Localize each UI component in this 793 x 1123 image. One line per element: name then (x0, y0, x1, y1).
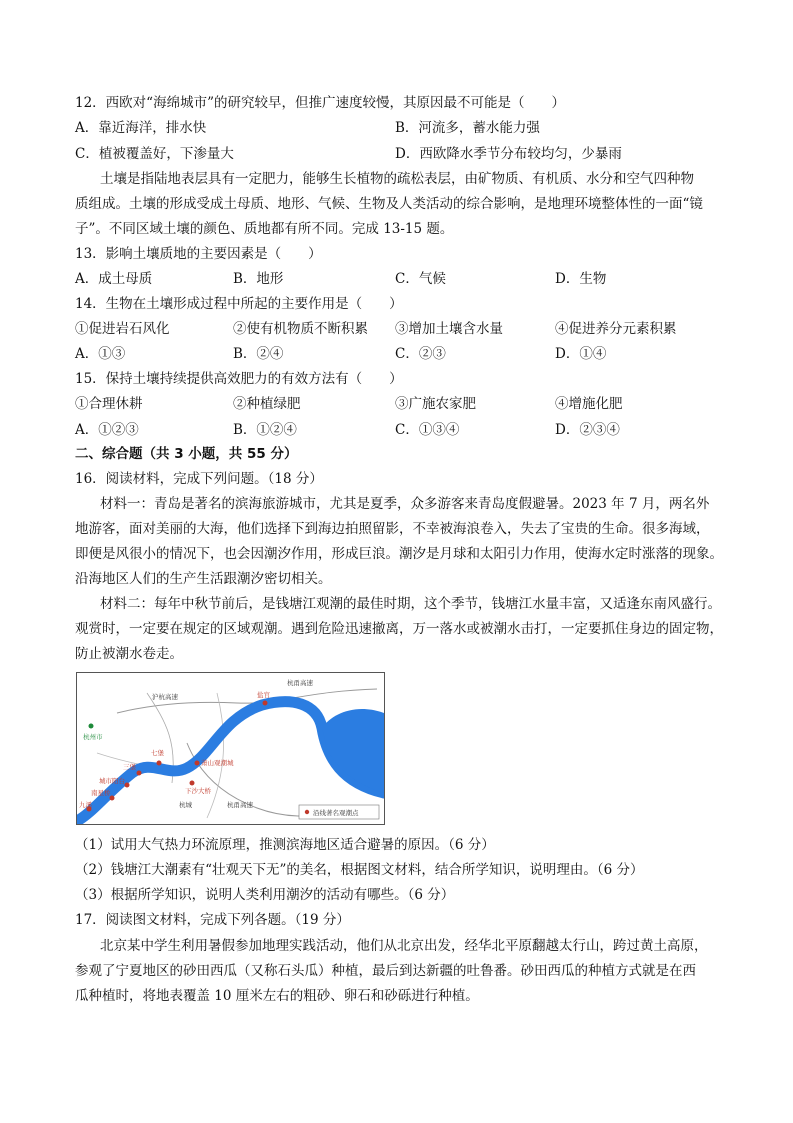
qiantang-river-map (76, 672, 385, 825)
q15-item-2: ②种植绿肥 (233, 396, 301, 412)
map-label-chengshiyangtai: 城市阳台 (99, 777, 125, 785)
q14-option-b: B．②④ (233, 346, 284, 362)
q17-stem: 17．阅读图文材料，完成下列各题。（19 分） (75, 912, 350, 928)
map-label-huhang-highway: 沪杭高速 (152, 693, 178, 701)
q14-option-a: A．①③ (75, 346, 126, 362)
q12-option-c: C．植被覆盖好，下渗量大 (75, 146, 234, 162)
soil-passage-line-1: 土壤是指陆地表层具有一定肥力，能够生长植物的疏松表层，由矿物质、有机质、水分和空气四种物 (100, 171, 694, 187)
q15-item-1: ①合理休耕 (75, 396, 143, 412)
map-label-nanxingqiao: 南星桥 (91, 789, 111, 797)
q14-item-1: ①促进岩石风化 (75, 321, 170, 337)
q16-material1-line-3: 即便是风很小的情况下，也会因潮汐作用，形成巨浪。潮汐是月球和太阳引力作用，使海水定时涨落的现象。 (75, 546, 723, 562)
q17-line-1: 北京某中学生利用暑假参加地理实践活动，他们从北京出发，经华北平原翻越太行山，跨过黄土高原， (100, 938, 708, 954)
q15-stem: 15．保持土壤持续提供高效肥力的有效方法有（ ） (75, 371, 403, 387)
map-label-hangyong-highway-bottom: 杭甬高速 (227, 801, 253, 809)
map-label-hangyong-highway-top: 杭甬高速 (287, 679, 313, 687)
q12-option-d: D．西欧降水季节分布较均匀，少暴雨 (395, 146, 622, 162)
q16-material1-line-4: 沿海地区人们的生产生活跟潮汐密切相关。 (75, 571, 332, 587)
q15-item-3: ③广施农家肥 (395, 396, 476, 412)
q14-item-3: ③增加土壤含水量 (395, 321, 503, 337)
q12-option-b: B．河流多，蓄水能力强 (395, 120, 540, 136)
hangzhou-marker (89, 724, 94, 729)
qibao-marker (157, 761, 162, 766)
q13-option-c: C．气候 (395, 271, 446, 287)
q13-option-b: B．地形 (233, 271, 284, 287)
q16-material2-line-1: 材料二：每年中秋节前后，是钱塘江观潮的最佳时期，这个季节，钱塘江水量丰富，又适逢东南风盛行。 (100, 596, 721, 612)
map-legend-text: 沿线著名观潮点 (313, 809, 359, 817)
q16-stem: 16．阅读材料，完成下列问题。（18 分） (75, 471, 323, 487)
sanbao-marker (137, 771, 142, 776)
map-label-jiuxi: 九溪 (79, 801, 92, 809)
map-label-xiasha: 下沙大桥 (185, 787, 211, 795)
soil-passage-line-2: 质组成。土壤的形成受成土母质、地形、气候、生物及人类活动的综合影响，是地理环境整体性的一面“镜 (75, 196, 703, 212)
q15-option-a: A．①②③ (75, 422, 139, 438)
xiasha-marker (190, 781, 195, 786)
q16-sub-2: （2）钱塘江大潮素有“壮观天下无”的美名，根据图文材料，结合所学知识，说明理由。（6 分） (75, 862, 644, 878)
q14-option-c: C．②③ (395, 346, 446, 362)
q15-option-b: B．①②④ (233, 422, 297, 438)
q14-item-2: ②使有机物质不断积累 (233, 321, 368, 337)
q16-material2-line-3: 防止被潮水卷走。 (75, 646, 183, 662)
q16-sub-3: （3）根据所学知识，说明人类利用潮汐的活动有哪些。（6 分） (75, 887, 455, 903)
q15-item-4: ④增施化肥 (555, 396, 623, 412)
section-title: 二、综合题（共 3 小题，共 55 分） (75, 446, 298, 462)
soil-passage-line-3: 子”。不同区域土壤的颜色、质地都有所不同。完成 13-15 题。 (75, 221, 454, 237)
xiaoshan-marker (195, 761, 200, 766)
q15-option-d: D．②③④ (555, 422, 620, 438)
q13-option-a: A．成土母质 (75, 271, 153, 287)
chengshiyangtai-marker (125, 783, 130, 788)
map-label-qibao: 七堡 (151, 749, 164, 757)
q16-material1-line-1: 材料一：青岛是著名的滨海旅游城市，尤其是夏季，众多游客来青岛度假避暑。2023 年 7 月，两名外 (100, 496, 710, 512)
map-label-hangzhou: 杭州市 (83, 733, 103, 741)
q14-option-d: D．①④ (555, 346, 607, 362)
q15-option-c: C．①③④ (395, 422, 460, 438)
q12-stem: 12．西欧对“海绵城市”的研究较早，但推广速度较慢，其原因最不可能是（ ） (75, 95, 565, 111)
q17-line-3: 瓜种植时，将地表覆盖 10 厘米左右的粗砂、卵石和砂砾进行种植。 (75, 988, 479, 1004)
q16-material2-line-2: 观赏时，一定要在规定的区域观潮。遇到危险迅速撤离，万一落水或被潮水击打，一定要抓住身边的固定物， (75, 621, 723, 637)
q14-stem: 14．生物在土壤形成过程中所起的主要作用是（ ） (75, 296, 403, 312)
q14-item-4: ④促进养分元素积累 (555, 321, 677, 337)
map-label-xiaoshan: 萧山观潮城 (201, 759, 234, 767)
yanguan-marker (263, 701, 268, 706)
map-label-yanguan: 盐官 (257, 691, 270, 699)
q16-material1-line-2: 地游客，面对美丽的大海，他们选择下到海边拍照留影，不幸被海浪卷入，失去了宝贵的生命。很多海域， (75, 521, 710, 537)
q13-stem: 13．影响土壤质地的主要因素是（ ） (75, 246, 322, 262)
q13-option-d: D．生物 (555, 271, 607, 287)
map-label-sanbao: 三堡 (123, 763, 136, 771)
q17-line-2: 参观了宁夏地区的砂田西瓜（又称石头瓜）种植，最后到达新疆的吐鲁番。砂田西瓜的种植方式就是在西 (75, 963, 696, 979)
map-label-hangcheng: 杭城 (179, 801, 192, 809)
q12-option-a: A．靠近海洋，排水快 (75, 120, 207, 136)
q16-sub-1: （1）试用大气热力环流原理，推测滨海地区适合避暑的原因。（6 分） (75, 837, 495, 853)
map-legend-marker (305, 810, 309, 814)
